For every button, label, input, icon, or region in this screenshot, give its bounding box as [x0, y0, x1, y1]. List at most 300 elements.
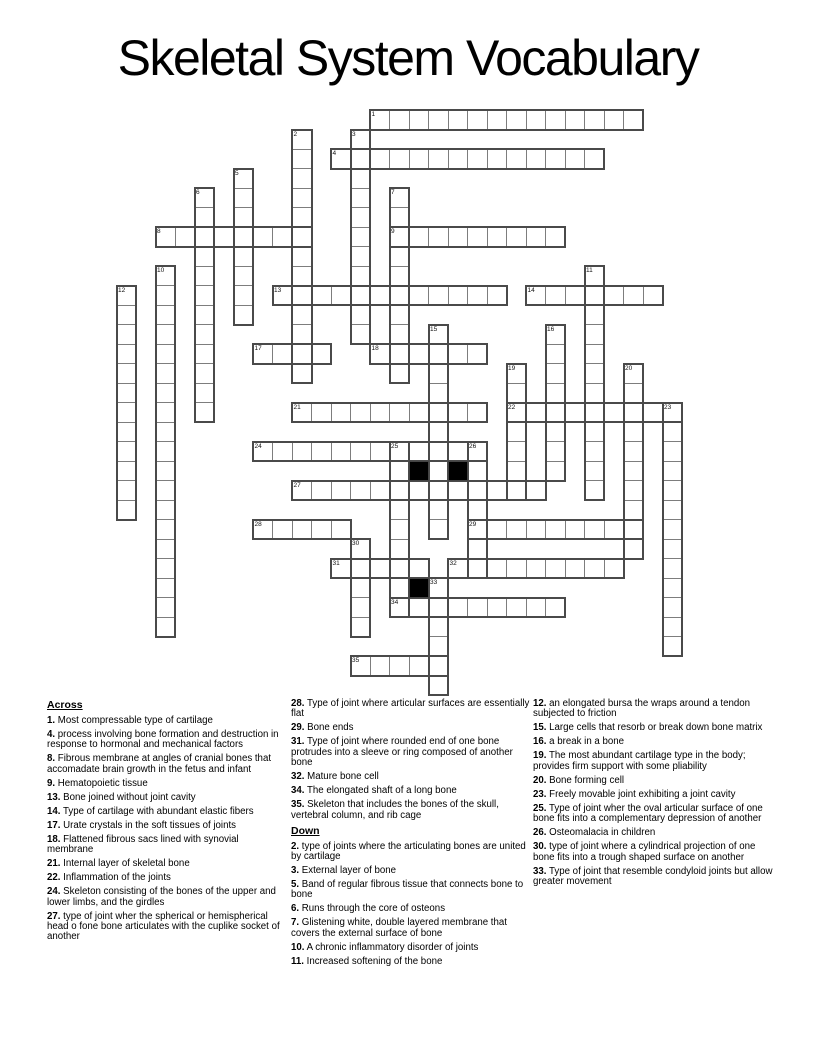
grid-cell[interactable] [311, 480, 332, 501]
grid-cell[interactable] [428, 578, 449, 599]
grid-cell[interactable] [194, 207, 215, 228]
grid-cell[interactable] [350, 305, 371, 326]
grid-cell[interactable] [311, 441, 332, 462]
grid-cell[interactable] [370, 480, 391, 501]
grid-cell[interactable] [487, 285, 508, 306]
grid-cell[interactable] [604, 285, 625, 306]
grid-cell[interactable] [292, 168, 313, 189]
grid-cell[interactable] [545, 461, 566, 482]
grid-cell[interactable] [448, 558, 469, 579]
grid-cell[interactable] [389, 578, 410, 599]
grid-cell[interactable] [604, 519, 625, 540]
grid-cell[interactable] [584, 383, 605, 404]
grid-cell[interactable] [448, 149, 469, 170]
grid-cell[interactable] [526, 227, 547, 248]
grid-cell[interactable] [448, 285, 469, 306]
grid-cell[interactable] [565, 558, 586, 579]
grid-cell[interactable] [194, 246, 215, 267]
grid-cell[interactable] [331, 480, 352, 501]
grid-cell[interactable] [623, 110, 644, 131]
grid-cell[interactable] [214, 227, 235, 248]
grid-cell[interactable] [116, 422, 137, 443]
grid-cell[interactable] [428, 461, 449, 482]
grid-cell[interactable] [545, 344, 566, 365]
grid-cell[interactable] [662, 539, 683, 560]
grid-cell[interactable] [331, 402, 352, 423]
grid-cell[interactable] [467, 597, 488, 618]
grid-cell[interactable] [584, 519, 605, 540]
grid-cell[interactable] [350, 266, 371, 287]
grid-cell[interactable] [155, 402, 176, 423]
grid-cell[interactable] [565, 402, 586, 423]
grid-cell[interactable] [623, 519, 644, 540]
grid-cell[interactable] [467, 227, 488, 248]
grid-cell[interactable] [389, 305, 410, 326]
grid-cell[interactable] [350, 539, 371, 560]
grid-cell[interactable] [467, 441, 488, 462]
grid-cell[interactable] [194, 344, 215, 365]
grid-cell[interactable] [467, 500, 488, 521]
grid-cell[interactable] [565, 149, 586, 170]
grid-cell[interactable] [155, 383, 176, 404]
grid-cell[interactable] [584, 285, 605, 306]
grid-cell[interactable] [623, 402, 644, 423]
grid-cell[interactable] [584, 324, 605, 345]
grid-cell[interactable] [155, 266, 176, 287]
grid-cell[interactable] [584, 149, 605, 170]
grid-cell[interactable] [194, 227, 215, 248]
grid-cell[interactable] [409, 149, 430, 170]
grid-cell[interactable] [272, 519, 293, 540]
grid-cell[interactable] [428, 363, 449, 384]
grid-cell[interactable] [428, 227, 449, 248]
grid-cell[interactable] [506, 149, 527, 170]
grid-cell[interactable] [389, 246, 410, 267]
grid-cell[interactable] [292, 324, 313, 345]
grid-cell[interactable] [331, 149, 352, 170]
grid-cell[interactable] [662, 461, 683, 482]
grid-cell[interactable] [545, 422, 566, 443]
grid-cell[interactable] [116, 402, 137, 423]
grid-cell[interactable] [233, 207, 254, 228]
grid-cell[interactable] [623, 441, 644, 462]
grid-cell[interactable] [604, 558, 625, 579]
grid-cell[interactable] [623, 480, 644, 501]
grid-cell[interactable] [116, 383, 137, 404]
grid-cell[interactable] [662, 578, 683, 599]
grid-cell[interactable] [311, 519, 332, 540]
grid-cell[interactable] [448, 227, 469, 248]
grid-cell[interactable] [292, 480, 313, 501]
grid-cell[interactable] [155, 461, 176, 482]
grid-cell[interactable] [487, 110, 508, 131]
grid-cell[interactable] [428, 324, 449, 345]
grid-cell[interactable] [428, 617, 449, 638]
grid-cell[interactable] [584, 363, 605, 384]
grid-cell[interactable] [643, 402, 664, 423]
grid-cell[interactable] [233, 285, 254, 306]
grid-cell[interactable] [331, 441, 352, 462]
grid-cell[interactable] [116, 461, 137, 482]
grid-cell[interactable] [292, 519, 313, 540]
grid-cell[interactable] [467, 344, 488, 365]
grid-cell[interactable] [389, 227, 410, 248]
grid-cell[interactable] [233, 246, 254, 267]
grid-cell[interactable] [350, 168, 371, 189]
grid-cell[interactable] [467, 110, 488, 131]
grid-cell[interactable] [292, 207, 313, 228]
grid-cell[interactable] [662, 441, 683, 462]
grid-cell[interactable] [194, 266, 215, 287]
grid-cell[interactable] [350, 227, 371, 248]
grid-cell[interactable] [370, 149, 391, 170]
grid-cell[interactable] [409, 441, 430, 462]
grid-cell[interactable] [155, 305, 176, 326]
grid-cell[interactable] [565, 285, 586, 306]
grid-cell[interactable] [448, 441, 469, 462]
grid-cell[interactable] [623, 539, 644, 560]
grid-cell[interactable] [389, 266, 410, 287]
grid-cell[interactable] [506, 558, 527, 579]
grid-cell[interactable] [584, 344, 605, 365]
grid-cell[interactable] [467, 461, 488, 482]
grid-cell[interactable] [662, 636, 683, 657]
grid-cell[interactable] [428, 402, 449, 423]
grid-cell[interactable] [584, 110, 605, 131]
grid-cell[interactable] [428, 519, 449, 540]
grid-cell[interactable] [428, 285, 449, 306]
grid-cell[interactable] [350, 285, 371, 306]
grid-cell[interactable] [194, 402, 215, 423]
grid-cell[interactable] [350, 246, 371, 267]
grid-cell[interactable] [584, 402, 605, 423]
grid-cell[interactable] [116, 285, 137, 306]
grid-cell[interactable] [487, 480, 508, 501]
grid-cell[interactable] [428, 383, 449, 404]
grid-cell[interactable] [272, 285, 293, 306]
grid-cell[interactable] [292, 227, 313, 248]
grid-cell[interactable] [409, 558, 430, 579]
grid-cell[interactable] [467, 519, 488, 540]
grid-cell[interactable] [604, 402, 625, 423]
grid-cell[interactable] [389, 207, 410, 228]
grid-cell[interactable] [506, 519, 527, 540]
grid-cell[interactable] [155, 363, 176, 384]
grid-cell[interactable] [389, 461, 410, 482]
grid-cell[interactable] [155, 597, 176, 618]
grid-cell[interactable] [155, 441, 176, 462]
grid-cell[interactable] [506, 461, 527, 482]
grid-cell[interactable] [194, 363, 215, 384]
grid-cell[interactable] [389, 344, 410, 365]
grid-cell[interactable] [389, 285, 410, 306]
grid-cell[interactable] [565, 110, 586, 131]
grid-cell[interactable] [428, 636, 449, 657]
grid-cell[interactable] [233, 188, 254, 209]
grid-cell[interactable] [526, 285, 547, 306]
grid-cell[interactable] [233, 305, 254, 326]
grid-cell[interactable] [389, 149, 410, 170]
grid-cell[interactable] [428, 480, 449, 501]
grid-cell[interactable] [155, 500, 176, 521]
grid-cell[interactable] [467, 558, 488, 579]
grid-cell[interactable] [155, 480, 176, 501]
grid-cell[interactable] [467, 285, 488, 306]
grid-cell[interactable] [311, 344, 332, 365]
grid-cell[interactable] [448, 402, 469, 423]
grid-cell[interactable] [506, 597, 527, 618]
grid-cell[interactable] [623, 383, 644, 404]
grid-cell[interactable] [623, 285, 644, 306]
grid-cell[interactable] [253, 519, 274, 540]
grid-cell[interactable] [565, 519, 586, 540]
grid-cell[interactable] [155, 539, 176, 560]
grid-cell[interactable] [428, 441, 449, 462]
grid-cell[interactable] [662, 617, 683, 638]
grid-cell[interactable] [506, 441, 527, 462]
grid-cell[interactable] [506, 480, 527, 501]
grid-cell[interactable] [331, 285, 352, 306]
grid-cell[interactable] [584, 558, 605, 579]
grid-cell[interactable] [292, 246, 313, 267]
grid-cell[interactable] [506, 227, 527, 248]
grid-cell[interactable] [389, 597, 410, 618]
grid-cell[interactable] [370, 402, 391, 423]
grid-cell[interactable] [448, 110, 469, 131]
grid-cell[interactable] [428, 149, 449, 170]
grid-cell[interactable] [584, 461, 605, 482]
grid-cell[interactable] [116, 324, 137, 345]
grid-cell[interactable] [662, 422, 683, 443]
grid-cell[interactable] [350, 617, 371, 638]
grid-cell[interactable] [506, 383, 527, 404]
grid-cell[interactable] [350, 129, 371, 150]
grid-cell[interactable] [292, 305, 313, 326]
grid-cell[interactable] [584, 441, 605, 462]
grid-cell[interactable] [272, 441, 293, 462]
grid-cell[interactable] [506, 422, 527, 443]
grid-cell[interactable] [370, 656, 391, 677]
grid-cell[interactable] [155, 344, 176, 365]
grid-cell[interactable] [428, 597, 449, 618]
grid-cell[interactable] [350, 149, 371, 170]
grid-cell[interactable] [311, 402, 332, 423]
grid-cell[interactable] [526, 110, 547, 131]
grid-cell[interactable] [292, 402, 313, 423]
grid-cell[interactable] [155, 422, 176, 443]
grid-cell[interactable] [428, 656, 449, 677]
grid-cell[interactable] [409, 110, 430, 131]
grid-cell[interactable] [487, 597, 508, 618]
grid-cell[interactable] [350, 207, 371, 228]
grid-cell[interactable] [155, 227, 176, 248]
grid-cell[interactable] [545, 363, 566, 384]
grid-cell[interactable] [350, 441, 371, 462]
grid-cell[interactable] [155, 558, 176, 579]
grid-cell[interactable] [604, 110, 625, 131]
grid-cell[interactable] [409, 344, 430, 365]
grid-cell[interactable] [526, 519, 547, 540]
grid-cell[interactable] [350, 402, 371, 423]
grid-cell[interactable] [194, 324, 215, 345]
grid-cell[interactable] [155, 285, 176, 306]
grid-cell[interactable] [448, 344, 469, 365]
grid-cell[interactable] [623, 500, 644, 521]
grid-cell[interactable] [350, 188, 371, 209]
grid-cell[interactable] [545, 285, 566, 306]
grid-cell[interactable] [233, 266, 254, 287]
grid-cell[interactable] [292, 441, 313, 462]
grid-cell[interactable] [428, 344, 449, 365]
grid-cell[interactable] [409, 227, 430, 248]
grid-cell[interactable] [409, 285, 430, 306]
grid-cell[interactable] [545, 597, 566, 618]
grid-cell[interactable] [584, 305, 605, 326]
grid-cell[interactable] [292, 285, 313, 306]
grid-cell[interactable] [389, 519, 410, 540]
grid-cell[interactable] [643, 285, 664, 306]
grid-cell[interactable] [409, 597, 430, 618]
grid-cell[interactable] [116, 441, 137, 462]
grid-cell[interactable] [253, 227, 274, 248]
grid-cell[interactable] [662, 480, 683, 501]
grid-cell[interactable] [175, 227, 196, 248]
grid-cell[interactable] [526, 597, 547, 618]
grid-cell[interactable] [428, 110, 449, 131]
grid-cell[interactable] [545, 383, 566, 404]
grid-cell[interactable] [389, 188, 410, 209]
grid-cell[interactable] [350, 324, 371, 345]
grid-cell[interactable] [545, 402, 566, 423]
grid-cell[interactable] [545, 324, 566, 345]
grid-cell[interactable] [545, 110, 566, 131]
grid-cell[interactable] [253, 344, 274, 365]
grid-cell[interactable] [448, 480, 469, 501]
grid-cell[interactable] [233, 227, 254, 248]
grid-cell[interactable] [584, 266, 605, 287]
grid-cell[interactable] [487, 558, 508, 579]
grid-cell[interactable] [526, 558, 547, 579]
grid-cell[interactable] [389, 110, 410, 131]
grid-cell[interactable] [331, 558, 352, 579]
grid-cell[interactable] [526, 149, 547, 170]
grid-cell[interactable] [292, 344, 313, 365]
grid-cell[interactable] [545, 558, 566, 579]
grid-cell[interactable] [389, 480, 410, 501]
grid-cell[interactable] [428, 675, 449, 696]
grid-cell[interactable] [311, 285, 332, 306]
grid-cell[interactable] [292, 266, 313, 287]
grid-cell[interactable] [526, 402, 547, 423]
grid-cell[interactable] [428, 500, 449, 521]
grid-cell[interactable] [370, 441, 391, 462]
grid-cell[interactable] [487, 227, 508, 248]
grid-cell[interactable] [409, 480, 430, 501]
grid-cell[interactable] [350, 656, 371, 677]
grid-cell[interactable] [194, 305, 215, 326]
grid-cell[interactable] [662, 500, 683, 521]
grid-cell[interactable] [623, 363, 644, 384]
grid-cell[interactable] [350, 480, 371, 501]
grid-cell[interactable] [545, 519, 566, 540]
grid-cell[interactable] [272, 344, 293, 365]
grid-cell[interactable] [194, 188, 215, 209]
grid-cell[interactable] [526, 480, 547, 501]
grid-cell[interactable] [370, 285, 391, 306]
grid-cell[interactable] [370, 558, 391, 579]
grid-cell[interactable] [662, 402, 683, 423]
grid-cell[interactable] [155, 617, 176, 638]
grid-cell[interactable] [155, 324, 176, 345]
grid-cell[interactable] [155, 578, 176, 599]
grid-cell[interactable] [116, 363, 137, 384]
grid-cell[interactable] [487, 519, 508, 540]
grid-cell[interactable] [467, 539, 488, 560]
grid-cell[interactable] [662, 597, 683, 618]
grid-cell[interactable] [389, 539, 410, 560]
grid-cell[interactable] [331, 519, 352, 540]
grid-cell[interactable] [506, 110, 527, 131]
grid-cell[interactable] [545, 441, 566, 462]
grid-cell[interactable] [116, 344, 137, 365]
grid-cell[interactable] [506, 363, 527, 384]
grid-cell[interactable] [194, 285, 215, 306]
grid-cell[interactable] [116, 500, 137, 521]
grid-cell[interactable] [662, 558, 683, 579]
grid-cell[interactable] [253, 441, 274, 462]
grid-cell[interactable] [292, 149, 313, 170]
grid-cell[interactable] [350, 597, 371, 618]
grid-cell[interactable] [389, 500, 410, 521]
grid-cell[interactable] [623, 422, 644, 443]
grid-cell[interactable] [506, 402, 527, 423]
grid-cell[interactable] [350, 578, 371, 599]
grid-cell[interactable] [155, 519, 176, 540]
grid-cell[interactable] [389, 558, 410, 579]
grid-cell[interactable] [409, 656, 430, 677]
grid-cell[interactable] [545, 149, 566, 170]
grid-cell[interactable] [389, 324, 410, 345]
grid-cell[interactable] [272, 227, 293, 248]
grid-cell[interactable] [623, 461, 644, 482]
grid-cell[interactable] [389, 363, 410, 384]
grid-cell[interactable] [116, 480, 137, 501]
grid-cell[interactable] [545, 227, 566, 248]
grid-cell[interactable] [448, 597, 469, 618]
grid-cell[interactable] [370, 110, 391, 131]
grid-cell[interactable] [662, 519, 683, 540]
grid-cell[interactable] [584, 480, 605, 501]
grid-cell[interactable] [584, 422, 605, 443]
grid-cell[interactable] [428, 422, 449, 443]
grid-cell[interactable] [487, 149, 508, 170]
grid-cell[interactable] [350, 558, 371, 579]
grid-cell[interactable] [389, 402, 410, 423]
grid-cell[interactable] [389, 656, 410, 677]
grid-cell[interactable] [389, 441, 410, 462]
grid-cell[interactable] [467, 149, 488, 170]
grid-cell[interactable] [467, 480, 488, 501]
grid-cell[interactable] [292, 129, 313, 150]
grid-cell[interactable] [467, 402, 488, 423]
grid-cell[interactable] [116, 305, 137, 326]
grid-cell[interactable] [292, 188, 313, 209]
grid-cell[interactable] [233, 168, 254, 189]
grid-cell[interactable] [292, 363, 313, 384]
grid-cell[interactable] [409, 402, 430, 423]
grid-cell[interactable] [370, 344, 391, 365]
grid-cell[interactable] [194, 383, 215, 404]
